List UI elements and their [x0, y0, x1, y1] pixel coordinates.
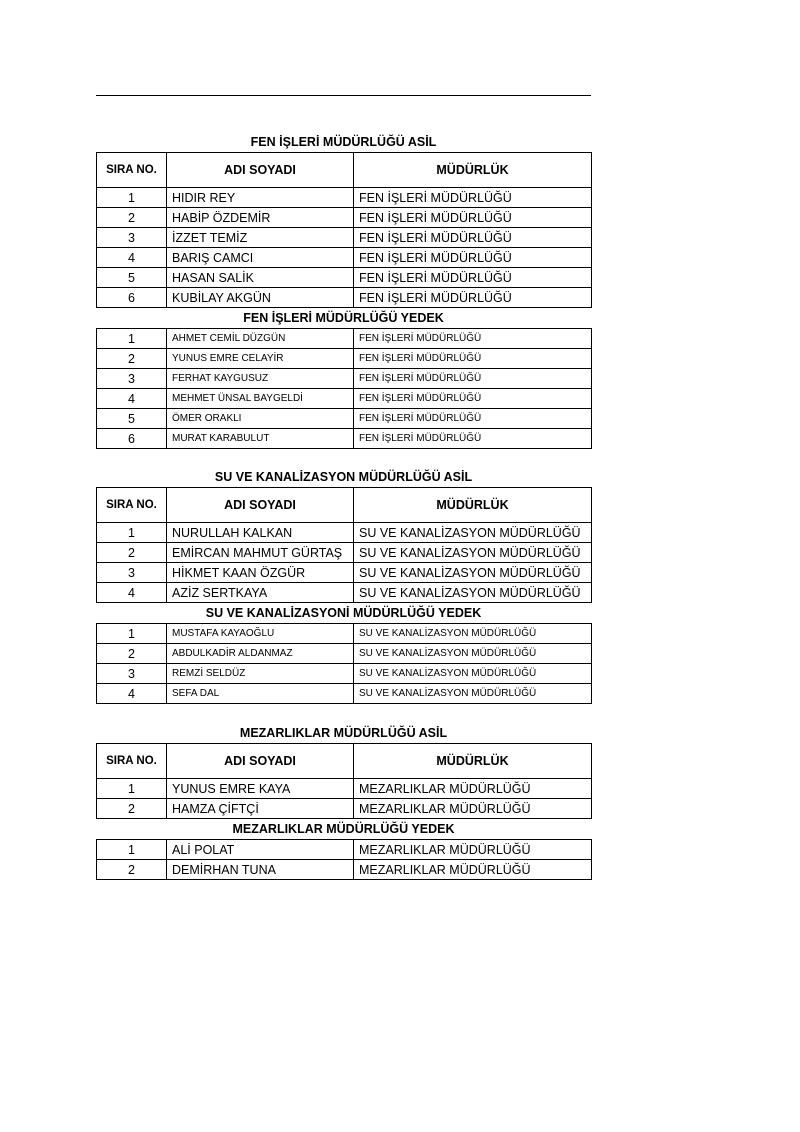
table-row — [97, 644, 592, 664]
row-number: 1 — [97, 779, 167, 799]
row-number: 1 — [97, 188, 167, 208]
row-number: 3 — [97, 369, 167, 389]
su-asil-table — [96, 487, 592, 603]
row-name: HIDIR REY — [167, 188, 354, 208]
row-number: 1 — [97, 329, 167, 349]
row-name: FERHAT KAYGUSUZ — [167, 369, 354, 389]
row-department: FEN İŞLERİ MÜDÜRLÜĞÜ — [354, 228, 592, 248]
table-row — [97, 349, 592, 369]
row-number: 2 — [97, 349, 167, 369]
top-divider — [96, 95, 591, 96]
fen-isleri-section — [96, 132, 591, 449]
row-department: FEN İŞLERİ MÜDÜRLÜĞÜ — [354, 369, 592, 389]
fen-yedek-title: FEN İŞLERİ MÜDÜRLÜĞÜ YEDEK — [243, 311, 444, 325]
row-name: YUNUS EMRE KAYA — [167, 779, 354, 799]
row-number: 6 — [97, 288, 167, 308]
table-row — [97, 583, 592, 603]
row-name: HAMZA ÇİFTÇİ — [167, 799, 354, 819]
table-row — [97, 543, 592, 563]
table-row — [97, 248, 592, 268]
table-row — [97, 860, 592, 880]
row-department: SU VE KANALİZASYON MÜDÜRLÜĞÜ — [354, 583, 592, 603]
row-number: 6 — [97, 429, 167, 449]
table-row — [97, 664, 592, 684]
row-department: FEN İŞLERİ MÜDÜRLÜĞÜ — [354, 389, 592, 409]
row-number: 2 — [97, 644, 167, 664]
mezar-yedek-table — [96, 839, 592, 880]
table-row — [97, 409, 592, 429]
fen-yedek-table — [96, 328, 592, 449]
row-department: SU VE KANALİZASYON MÜDÜRLÜĞÜ — [354, 644, 592, 664]
mezar-yedek-title: MEZARLIKLAR MÜDÜRLÜĞÜ YEDEK — [232, 822, 455, 836]
row-name: MURAT KARABULUT — [167, 429, 354, 449]
row-department: FEN İŞLERİ MÜDÜRLÜĞÜ — [354, 288, 592, 308]
table-row — [97, 369, 592, 389]
row-number: 2 — [97, 860, 167, 880]
mezar-asil-table — [96, 743, 592, 819]
header-sira-no: SIRA NO. — [97, 488, 167, 523]
row-name: BARIŞ CAMCI — [167, 248, 354, 268]
table-header-row — [97, 488, 592, 523]
row-number: 2 — [97, 799, 167, 819]
mezarliklar-section — [96, 723, 591, 880]
row-department: SU VE KANALİZASYON MÜDÜRLÜĞÜ — [354, 543, 592, 563]
row-number: 3 — [97, 664, 167, 684]
row-name: DEMİRHAN TUNA — [167, 860, 354, 880]
header-mudurluk: MÜDÜRLÜK — [354, 488, 592, 523]
row-number: 4 — [97, 248, 167, 268]
header-sira-no: SIRA NO. — [97, 744, 167, 779]
header-adi-soyadi: ADI SOYADI — [167, 153, 354, 188]
row-department: MEZARLIKLAR MÜDÜRLÜĞÜ — [354, 860, 592, 880]
row-department: MEZARLIKLAR MÜDÜRLÜĞÜ — [354, 840, 592, 860]
header-mudurluk: MÜDÜRLÜK — [354, 153, 592, 188]
row-department: FEN İŞLERİ MÜDÜRLÜĞÜ — [354, 329, 592, 349]
row-number: 4 — [97, 684, 167, 704]
su-asil-title: SU VE KANALİZASYON MÜDÜRLÜĞÜ ASİL — [214, 470, 473, 484]
su-yedek-table — [96, 623, 592, 704]
row-name: HİKMET KAAN ÖZGÜR — [167, 563, 354, 583]
table-row — [97, 779, 592, 799]
table-row — [97, 188, 592, 208]
row-department: SU VE KANALİZASYON MÜDÜRLÜĞÜ — [354, 563, 592, 583]
fen-asil-title: FEN İŞLERİ MÜDÜRLÜĞÜ ASİL — [250, 135, 437, 149]
row-number: 5 — [97, 409, 167, 429]
table-row — [97, 429, 592, 449]
row-number: 2 — [97, 208, 167, 228]
row-name: ÖMER ORAKLI — [167, 409, 354, 429]
row-department: MEZARLIKLAR MÜDÜRLÜĞÜ — [354, 799, 592, 819]
row-number: 1 — [97, 624, 167, 644]
row-department: FEN İŞLERİ MÜDÜRLÜĞÜ — [354, 349, 592, 369]
header-adi-soyadi: ADI SOYADI — [167, 744, 354, 779]
row-name: HASAN SALİK — [167, 268, 354, 288]
su-yedek-title: SU VE KANALİZASYONİ MÜDÜRLÜĞÜ YEDEK — [205, 606, 482, 620]
row-department: SU VE KANALİZASYON MÜDÜRLÜĞÜ — [354, 684, 592, 704]
fen-asil-table — [96, 152, 592, 308]
row-department: SU VE KANALİZASYON MÜDÜRLÜĞÜ — [354, 624, 592, 644]
row-number: 2 — [97, 543, 167, 563]
header-mudurluk: MÜDÜRLÜK — [354, 744, 592, 779]
header-sira-no: SIRA NO. — [97, 153, 167, 188]
row-name: KUBİLAY AKGÜN — [167, 288, 354, 308]
row-department: FEN İŞLERİ MÜDÜRLÜĞÜ — [354, 268, 592, 288]
row-department: MEZARLIKLAR MÜDÜRLÜĞÜ — [354, 779, 592, 799]
row-name: MUSTAFA KAYAOĞLU — [167, 624, 354, 644]
table-row — [97, 329, 592, 349]
header-adi-soyadi: ADI SOYADI — [167, 488, 354, 523]
row-number: 4 — [97, 389, 167, 409]
row-name: YUNUS EMRE CELAYİR — [167, 349, 354, 369]
table-row — [97, 389, 592, 409]
row-department: SU VE KANALİZASYON MÜDÜRLÜĞÜ — [354, 664, 592, 684]
table-row — [97, 523, 592, 543]
row-name: MEHMET ÜNSAL BAYGELDİ — [167, 389, 354, 409]
row-name: HABİP ÖZDEMİR — [167, 208, 354, 228]
row-name: AZİZ SERTKAYA — [167, 583, 354, 603]
table-row — [97, 228, 592, 248]
row-name: İZZET TEMİZ — [167, 228, 354, 248]
row-department: FEN İŞLERİ MÜDÜRLÜĞÜ — [354, 208, 592, 228]
table-row — [97, 624, 592, 644]
su-kanalizasyon-section — [96, 467, 591, 704]
row-name: ABDULKADİR ALDANMAZ — [167, 644, 354, 664]
row-name: REMZİ SELDÜZ — [167, 664, 354, 684]
row-number: 5 — [97, 268, 167, 288]
table-row — [97, 208, 592, 228]
row-name: SEFA DAL — [167, 684, 354, 704]
table-row — [97, 288, 592, 308]
table-row — [97, 268, 592, 288]
row-department: FEN İŞLERİ MÜDÜRLÜĞÜ — [354, 409, 592, 429]
row-name: AHMET CEMİL DÜZGÜN — [167, 329, 354, 349]
row-number: 4 — [97, 583, 167, 603]
table-row — [97, 799, 592, 819]
row-number: 3 — [97, 228, 167, 248]
row-number: 1 — [97, 523, 167, 543]
row-name: NURULLAH KALKAN — [167, 523, 354, 543]
table-row — [97, 684, 592, 704]
table-header-row — [97, 153, 592, 188]
table-row — [97, 840, 592, 860]
mezar-asil-title: MEZARLIKLAR MÜDÜRLÜĞÜ ASİL — [239, 726, 448, 740]
row-number: 1 — [97, 840, 167, 860]
row-name: EMİRCAN MAHMUT GÜRTAŞ — [167, 543, 354, 563]
row-name: ALİ POLAT — [167, 840, 354, 860]
row-number: 3 — [97, 563, 167, 583]
row-department: FEN İŞLERİ MÜDÜRLÜĞÜ — [354, 188, 592, 208]
row-department: FEN İŞLERİ MÜDÜRLÜĞÜ — [354, 248, 592, 268]
row-department: SU VE KANALİZASYON MÜDÜRLÜĞÜ — [354, 523, 592, 543]
row-department: FEN İŞLERİ MÜDÜRLÜĞÜ — [354, 429, 592, 449]
table-header-row — [97, 744, 592, 779]
table-row — [97, 563, 592, 583]
